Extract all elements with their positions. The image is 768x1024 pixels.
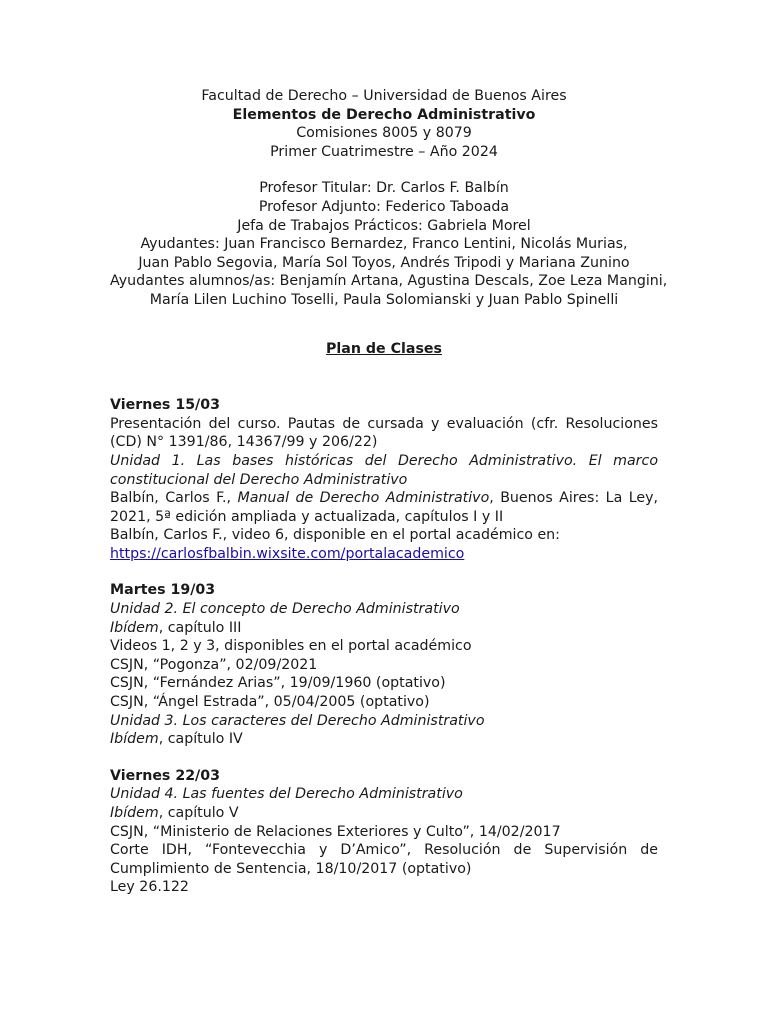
staff-titular: Profesor Titular: Dr. Carlos F. Balbín: [259, 180, 509, 197]
chapter-ref: , capítulo III: [158, 619, 242, 636]
ibidem-reference: [110, 804, 658, 823]
videos-reference: Videos 1, 2 y 3, disponibles en el portal académico: [110, 638, 472, 655]
case-reference: Corte IDH, “Fontevecchia y D’Amico”, Resolución de Supervisión de Cumplimiento de Sentencia, 18/10/2017 (optativo): [110, 842, 658, 877]
staff-jefa: Jefa de Trabajos Prácticos: Gabriela Morel: [237, 217, 531, 234]
law-reference: Ley 26.122: [110, 879, 189, 896]
ibidem-word: Ibídem: [110, 805, 159, 821]
course-title: Elementos de Derecho Administrativo: [232, 106, 536, 123]
ibidem-word: Ibídem: [110, 731, 159, 748]
unit-title: Unidad 1. Las bases históricas del Derecho Administrativo. El marco constitucional del Derecho Administrativo: [110, 452, 658, 488]
manual-author: Balbín, Carlos F.,: [110, 490, 238, 507]
presentation-text: Presentación del curso. Pautas de cursada y evaluación (cfr. Resoluciones (CD) N° 1391/86, 14367/99 y 206/22): [110, 415, 658, 451]
session-viernes-22-03: [110, 767, 658, 897]
case-reference: CSJN, “Ministerio de Relaciones Exteriores y Culto”, 14/02/2017: [110, 823, 561, 840]
unit-title: Unidad 2. El concepto de Derecho Administrativo: [110, 601, 460, 618]
session-viernes-15-03: [110, 396, 658, 563]
commissions-line: Comisiones 8005 y 8079: [296, 125, 472, 142]
staff-alumnos-line-2: María Lilen Luchino Toselli, Paula Solomianski y Juan Pablo Spinelli: [149, 291, 619, 308]
session-martes-19-03: [110, 581, 658, 748]
unit-title: Unidad 3. Los caracteres del Derecho Administrativo: [110, 712, 485, 729]
session-date: Viernes 22/03: [110, 767, 220, 784]
term-line: Primer Cuatrimestre – Año 2024: [270, 143, 498, 160]
case-reference: CSJN, “Ángel Estrada”, 05/04/2005 (optativo): [110, 694, 430, 711]
case-reference: CSJN, “Pogonza”, 02/09/2021: [110, 656, 318, 673]
chapter-ref: , capítulo IV: [158, 731, 243, 748]
document-page: [110, 87, 668, 915]
session-date: Viernes 15/03: [110, 397, 220, 414]
chapter-ref: , capítulo V: [158, 805, 239, 821]
ibidem-word: Ibídem: [110, 619, 159, 636]
ibidem-reference: [110, 619, 658, 638]
faculty-line: Facultad de Derecho – Universidad de Buenos Aires: [201, 88, 567, 104]
staff-adjunto: Profesor Adjunto: Federico Taboada: [258, 198, 510, 215]
staff-alumnos-line-1: Ayudantes alumnos/as: Benjamín Artana, Agustina Descals, Zoe Leza Mangini,: [110, 273, 668, 290]
staff-list: [110, 179, 668, 309]
document-header: [110, 87, 658, 161]
staff-ayudantes-line-2: Juan Pablo Segovia, María Sol Toyos, Andrés Tripodi y Mariana Zunino: [138, 254, 630, 271]
plan-title: Plan de Clases: [326, 340, 442, 357]
unit-title: Unidad 4. Las fuentes del Derecho Administrativo: [110, 786, 463, 803]
portal-link[interactable]: https://carlosfbalbin.wixsite.com/portalacademico: [110, 545, 465, 562]
manual-title: Manual de Derecho Administrativo: [237, 490, 490, 507]
ibidem-reference: [110, 730, 658, 749]
bibliography-manual: [110, 489, 658, 526]
case-reference: CSJN, “Fernández Arias”, 19/09/1960 (optativo): [110, 675, 446, 692]
manual-details: , Buenos Aires: La Ley, 2021, 5ª edición ampliada y actualizada, capítulos I y II: [110, 490, 658, 525]
staff-ayudantes-line-1: Ayudantes: Juan Francisco Bernardez, Franco Lentini, Nicolás Murias,: [140, 236, 628, 253]
session-date: Martes 19/03: [110, 582, 216, 599]
video-reference: Balbín, Carlos F., video 6, disponible en el portal académico en:: [110, 527, 560, 544]
